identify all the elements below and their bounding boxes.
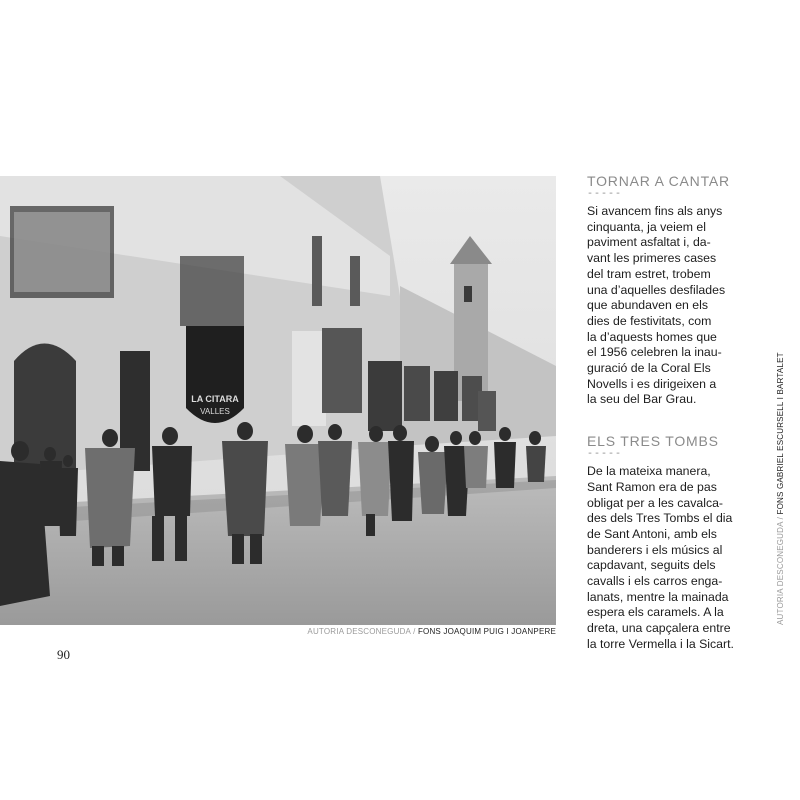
svg-text:VALLES: VALLES: [200, 407, 230, 416]
text-line: espera els caramels. A la: [587, 605, 724, 620]
section-body: [587, 464, 737, 652]
photo-credit-separator: /: [410, 627, 418, 636]
photo-credit: [307, 627, 556, 636]
text-line: lanats, mentre la mainada: [587, 589, 729, 604]
text-line: vant les primeres cases: [587, 251, 717, 266]
section-tornar-a-cantar: [587, 172, 737, 408]
svg-text:LA CITARA: LA CITARA: [191, 394, 239, 404]
text-line: la d’aquests homes que: [587, 329, 717, 344]
text-line: De la mateixa manera,: [587, 464, 711, 479]
text-line: de Sant Antoni, amb els: [587, 526, 717, 541]
page-number: 90: [57, 647, 70, 662]
text-line: el 1956 celebren la inau-: [587, 345, 722, 360]
text-line: banderers i els músics al: [587, 542, 723, 557]
side-credit-author: AUTORIA DESCONEGUDA: [776, 521, 785, 625]
text-line: del tram estret, trobem: [587, 266, 711, 281]
text-line: la seu del Bar Grau.: [587, 392, 697, 407]
text-line: obligat per a les cavalca-: [587, 495, 724, 510]
photo-credit-author: AUTORIA DESCONEGUDA: [307, 627, 411, 636]
text-line: Sant Ramon era de pas: [587, 479, 717, 494]
historic-procession-photo: [0, 176, 556, 625]
section-body: [587, 204, 737, 408]
text-line: guració de la Coral Els: [587, 361, 711, 376]
text-line: una d’aquelles desfilades: [587, 282, 726, 297]
text-column: [587, 172, 737, 653]
text-line: cavalls i els carros enga-: [587, 574, 723, 589]
text-line: capdavant, seguits dels: [587, 558, 716, 573]
text-line: paviment asfaltat i, da-: [587, 235, 711, 250]
text-line: dies de festivitats, com: [587, 313, 712, 328]
text-line: Si avancem fins als anys: [587, 204, 723, 218]
side-photo-credit: [776, 352, 785, 625]
section-dash-divider: -----: [587, 189, 623, 200]
text-line: la torre Vermella i la Sicart.: [587, 636, 734, 651]
side-credit-separator: /: [776, 514, 785, 522]
text-line: que abundaven en els: [587, 298, 709, 313]
text-line: cinquanta, ja veiem el: [587, 219, 706, 234]
side-credit-source: FONS GABRIEL ESCURSELL I BARTALET: [776, 352, 785, 515]
section-title: ELS TRES TOMBS: [587, 433, 719, 450]
section-els-tres-tombs: [587, 432, 737, 652]
text-line: dreta, una capçalera entre: [587, 621, 731, 636]
section-title: TORNAR A CANTAR: [587, 173, 730, 189]
text-line: Novells i es dirigeixen a: [587, 376, 717, 391]
text-line: des dels Tres Tombs el dia: [587, 511, 733, 526]
photo-credit-source: FONS JOAQUIM PUIG I JOANPERE: [417, 627, 556, 636]
section-dash-divider: -----: [587, 449, 623, 461]
